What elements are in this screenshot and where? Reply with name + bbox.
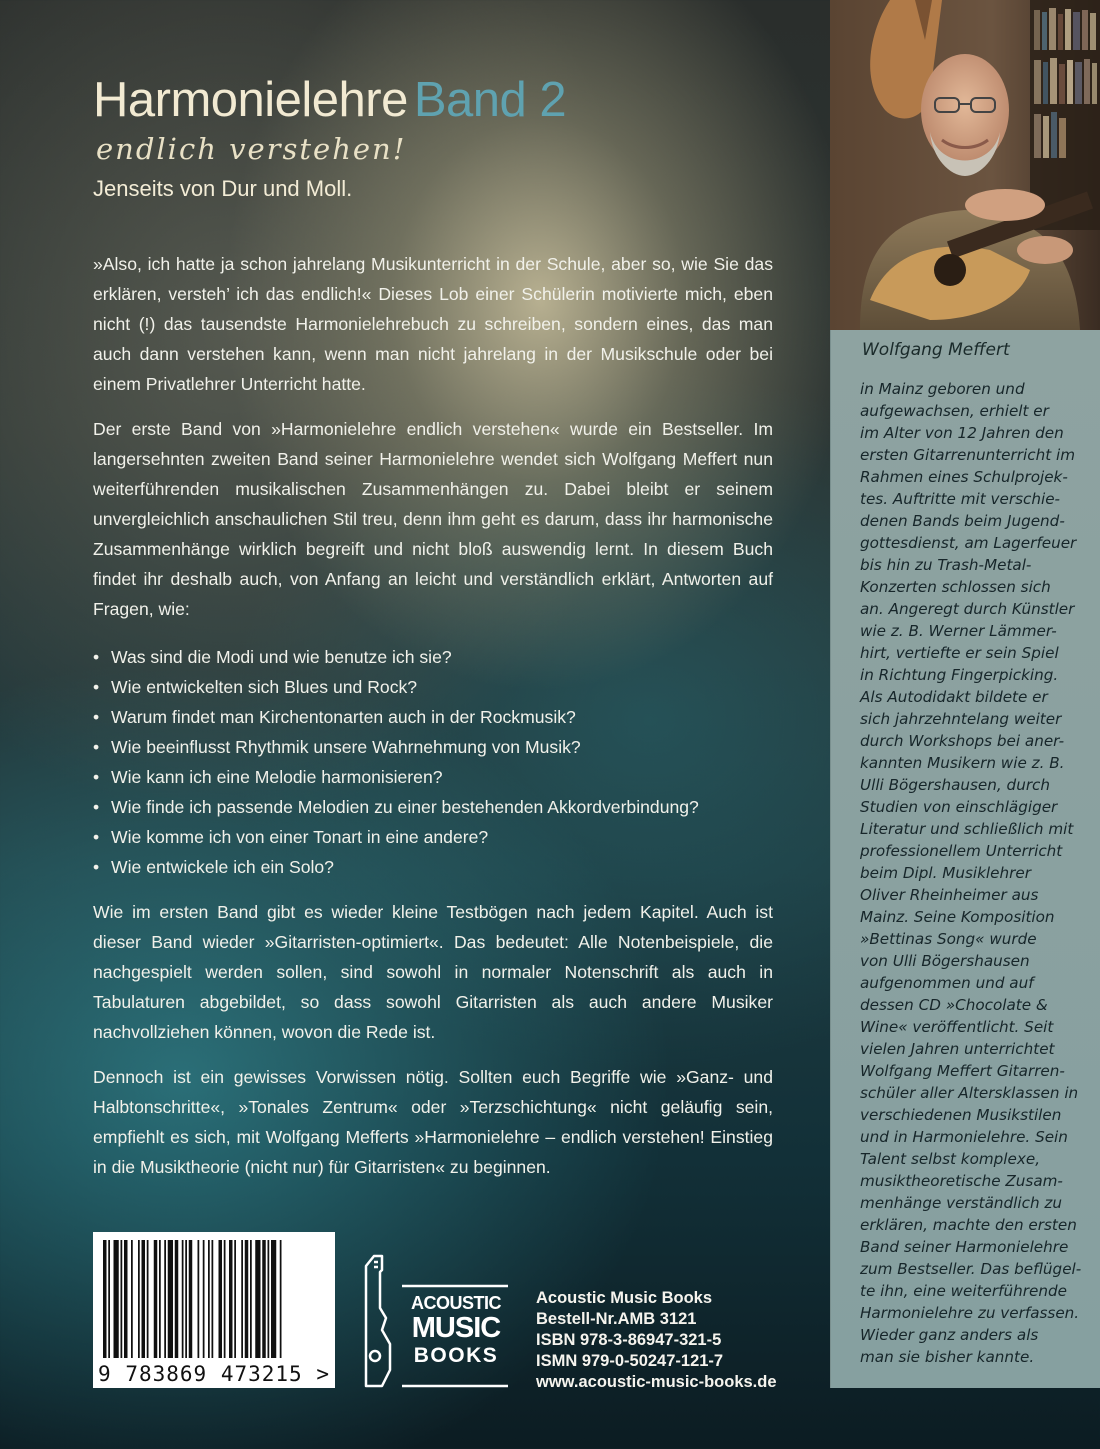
- barcode-bar: [108, 1240, 110, 1358]
- barcode-bar: [198, 1240, 200, 1358]
- barcode-bar: [164, 1240, 166, 1358]
- logo-line-music: MUSIC: [411, 1312, 501, 1344]
- barcode-bars: [103, 1240, 325, 1358]
- barcode-bar: [131, 1240, 133, 1358]
- barcode-bar: [241, 1240, 243, 1358]
- features-paragraph: Wie im ersten Band gibt es wieder kleine Testbögen nach jedem Kapitel. Auch ist dieser Band wieder »Gitarristen-optimiert«. Das bedeutet: Alle Notenbeispiele, die nachgespielt werden sollen, sind sowohl in normaler Notenschrift als auch in Tabulaturen abgebildet, so dass sowohl Gitarristen als auch andere Musiker nachvollziehen können, wovon die Rede ist.: [93, 902, 773, 1042]
- list-item: • Warum findet man Kirchentonarten auch in der Rockmusik?: [93, 702, 783, 732]
- barcode-bar: [208, 1240, 210, 1358]
- barcode-bar: [280, 1240, 282, 1358]
- author-portrait-image: [830, 0, 1100, 330]
- prerequisites-paragraph: Dennoch ist ein gewisses Vorwissen nötig. Sollten euch Begriffe wie »Ganz- und Halbtonschritte«, »Tonales Zentrum« oder »Terzschichtung« nicht geläufig sein, empfiehlt es sich, mit Wolfgang Mefferts »Harmonielehre – endlich verstehen! Einstieg in die Musiktheorie (nicht nur) für Gitarristen« zu beginnen.: [93, 1067, 773, 1177]
- barcode-bar: [175, 1240, 179, 1358]
- author-bio: in Mainz geboren und aufgewachsen, erhielt er im Alter von 12 Jahren den ersten Gitarrenunterricht im Rahmen eines Schulprojek- tes. Auftritte mit verschie- denen Bands beim Jugend- gottesdienst, am Lagerfeuer bis hin zu Trash-Metal- Konzerten schlossen sich an. Angeregt durch Künstler wie z. B. Werner Lämmer- hirt, vertiefte er sein Spiel in Richtung Fingerpicking. Als Autodidakt bildete er sich jahrzehntelang weiter durch Workshops bei aner- kannten Musikern wie z. B. Ulli Bögershausen, durch Studien von einschlägiger Literatur und schließlich mit professionellem Unterricht beim Dipl. Musiklehrer Oliver Rheinheimer aus Mainz. Seine Komposition »Bettinas Song« wurde von Ulli Bögershausen aufgenommen und auf dessen CD »Chocolate & Wine« veröffentlicht. Seit vielen Jahren unterrichtet Wolfgang Meffert Gitarren- schüler aller Altersklassen in verschiedenen Musikstilen und in Harmonielehre. Sein Talent selbst komplexe, musiktheoretische Zusam- menhänge verständlich zu erklären, machte den ersten Band seiner Harmonielehre zum Bestseller. Das beflügel- te ihn, eine weiterführende Harmonielehre zu verfassen. Wieder ganz anders als man sie bisher kannte.: [860, 380, 1082, 1366]
- barcode-bar: [250, 1240, 252, 1358]
- author-photo: [830, 0, 1100, 330]
- description-paragraph: Der erste Band von »Harmonielehre endlich verstehen« wurde ein Bestseller. Im langersehnten zweiten Band seiner Harmonielehre wendet sich Wolfgang Meffert nun weiterführenden musikalischen Zusammenhängen zu. Dabei bleibt er seinem unvergleichlich anschaulichen Stil treu, denn ihm geht es darum, dass ihr harmonische Zusammenhänge wirklich begreift und nicht bloß auswendig lernt. In diesem Buch findet ihr deshalb auch, von Anfang an leicht und verständlich erklärt, Antworten auf Fragen, wie:: [93, 419, 773, 619]
- author-name: Wolfgang Meffert: [862, 340, 1010, 360]
- barcode-bar: [154, 1240, 158, 1358]
- tagline: endlich verstehen!: [96, 132, 407, 166]
- list-item: • Wie komme ich von einer Tonart in eine andere?: [93, 822, 783, 852]
- list-item: • Wie entwickelten sich Blues und Rock?: [93, 672, 783, 702]
- barcode-bar: [185, 1240, 187, 1358]
- barcode: [93, 1232, 335, 1388]
- publisher-url[interactable]: www.acoustic-music-books.de: [536, 1373, 777, 1391]
- barcode-bar: [168, 1240, 173, 1358]
- logo-line-books: BOOKS: [413, 1344, 499, 1367]
- barcode-bar: [147, 1240, 149, 1358]
- barcode-bar: [189, 1240, 193, 1358]
- barcode-bar: [219, 1240, 223, 1358]
- barcode-bar: [212, 1240, 214, 1358]
- barcode-bar: [138, 1240, 140, 1358]
- barcode-bar: [268, 1240, 270, 1358]
- publisher-name: Acoustic Music Books: [536, 1289, 713, 1307]
- publisher-logo: [362, 1252, 510, 1392]
- barcode-number: 9 783869 473215 >: [98, 1362, 330, 1386]
- question-list: [93, 642, 783, 882]
- barcode-bar: [142, 1240, 146, 1358]
- barcode-bar: [124, 1240, 128, 1358]
- order-number: Bestell-Nr.AMB 3121: [536, 1310, 697, 1328]
- list-item: • Wie entwickele ich ein Solo?: [93, 852, 783, 882]
- barcode-bar: [103, 1240, 107, 1358]
- subtitle: Jenseits von Dur und Moll.: [93, 176, 353, 201]
- title-main: Harmonielehre: [93, 73, 408, 127]
- barcode-bar: [114, 1240, 119, 1358]
- barcode-bar: [271, 1240, 276, 1358]
- ismn: ISMN 979-0-50247-121-7: [536, 1352, 724, 1370]
- barcode-bar: [224, 1240, 226, 1358]
- barcode-bar: [255, 1240, 260, 1358]
- barcode-bar: [121, 1240, 123, 1358]
- list-item: • Wie finde ich passende Melodien zu einer bestehenden Akkordverbindung?: [93, 792, 783, 822]
- barcode-bar: [182, 1240, 184, 1358]
- logo-line-acoustic: ACOUSTIC: [411, 1293, 501, 1313]
- barcode-bar: [234, 1240, 236, 1358]
- isbn: ISBN 978-3-86947-321-5: [536, 1331, 722, 1349]
- publisher-info: [536, 1288, 777, 1393]
- barcode-bar: [262, 1240, 266, 1358]
- logo-wordmark: [404, 1294, 508, 1366]
- intro-paragraph: »Also, ich hatte ja schon jahrelang Musikunterricht in der Schule, aber so, wie Sie das erklären, versteh’ ich das endlich!« Dieses Lob einer Schülerin motivierte mich, eben nicht (!) das tausendste Harmonielehrebuch zu schreiben, sondern eines, das man auch dann verstehen kann, wenn man nicht jahrelang in der Musikschule oder bei einem Privatlehrer Unterricht hatte.: [93, 254, 773, 394]
- list-item: • Wie kann ich eine Melodie harmonisieren?: [93, 762, 783, 792]
- list-item: • Was sind die Modi und wie benutze ich sie?: [93, 642, 783, 672]
- barcode-bar: [203, 1240, 205, 1358]
- title-band: Band 2: [413, 73, 567, 127]
- barcode-bar: [245, 1240, 249, 1358]
- book-title: [93, 72, 566, 128]
- barcode-bar: [159, 1240, 161, 1358]
- barcode-bar: [229, 1240, 233, 1358]
- list-item: • Wie beeinflusst Rhythmik unsere Wahrnehmung von Musik?: [93, 732, 783, 762]
